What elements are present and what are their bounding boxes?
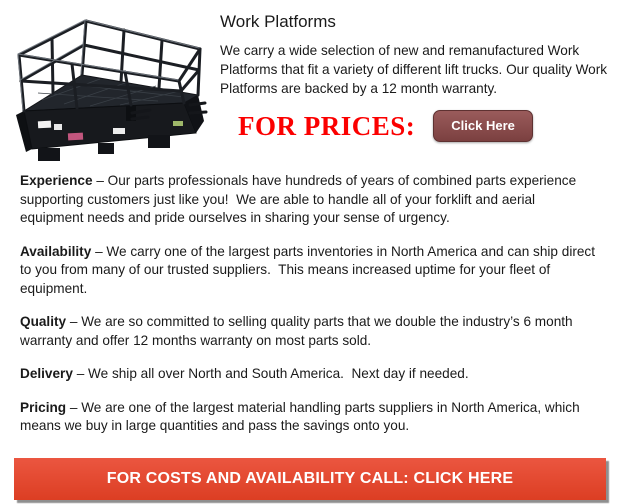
feature-experience [20, 172, 597, 228]
features-list [0, 170, 619, 436]
feature-availability-text: – We carry one of the largest parts inventories in North America and can ship direct to you from many of our trusted suppliers. This means increased uptime for your fleet of equipment. [20, 243, 599, 296]
feature-quality [20, 313, 597, 350]
feature-availability [20, 243, 597, 299]
feature-quality-label: Quality [20, 314, 67, 329]
for-prices-label: FOR PRICES: [238, 110, 416, 141]
feature-experience-text: – Our parts professionals have hundreds of years of combined parts experience supporting customers just like you! We are able to handle all of your forklift and aerial equipment needs and pride ourselves in sharing your sense of urgency. [20, 173, 580, 225]
feature-pricing-label: Pricing [20, 399, 67, 415]
feature-experience-label: Experience [20, 173, 93, 188]
intro-column [220, 5, 611, 170]
feature-delivery [20, 365, 597, 384]
feature-pricing [20, 399, 597, 436]
feature-quality-text: – We are so committed to selling quality parts that we double the industry’s 6 month warranty and offer 12 months warranty on most parts sold. [20, 314, 577, 348]
prices-row [238, 110, 611, 142]
page-title: Work Platforms [220, 12, 336, 31]
costs-availability-banner-label: FOR COSTS AND AVAILABILITY CALL: CLICK HERE [106, 469, 514, 487]
feature-delivery-label: Delivery [20, 366, 73, 381]
click-here-button[interactable]: Click Here [433, 110, 533, 142]
work-platform-photo [8, 5, 208, 167]
top-section [0, 0, 619, 170]
work-platform-illustration [8, 5, 208, 167]
feature-pricing-text: – We are one of the largest material handling parts suppliers in North America, which means we buy in large quantities and pass the savings onto you. [20, 399, 584, 433]
feature-availability-label: Availability [20, 243, 92, 259]
feature-delivery-text: – We ship all over North and South America. Next day if needed. [76, 366, 469, 381]
intro-text: We carry a wide selection of new and remanufactured Work Platforms that fit a variety of different lift trucks. Our quality Work Platforms are backed by a 12 month warranty. [220, 43, 611, 96]
costs-availability-banner[interactable] [14, 458, 606, 500]
